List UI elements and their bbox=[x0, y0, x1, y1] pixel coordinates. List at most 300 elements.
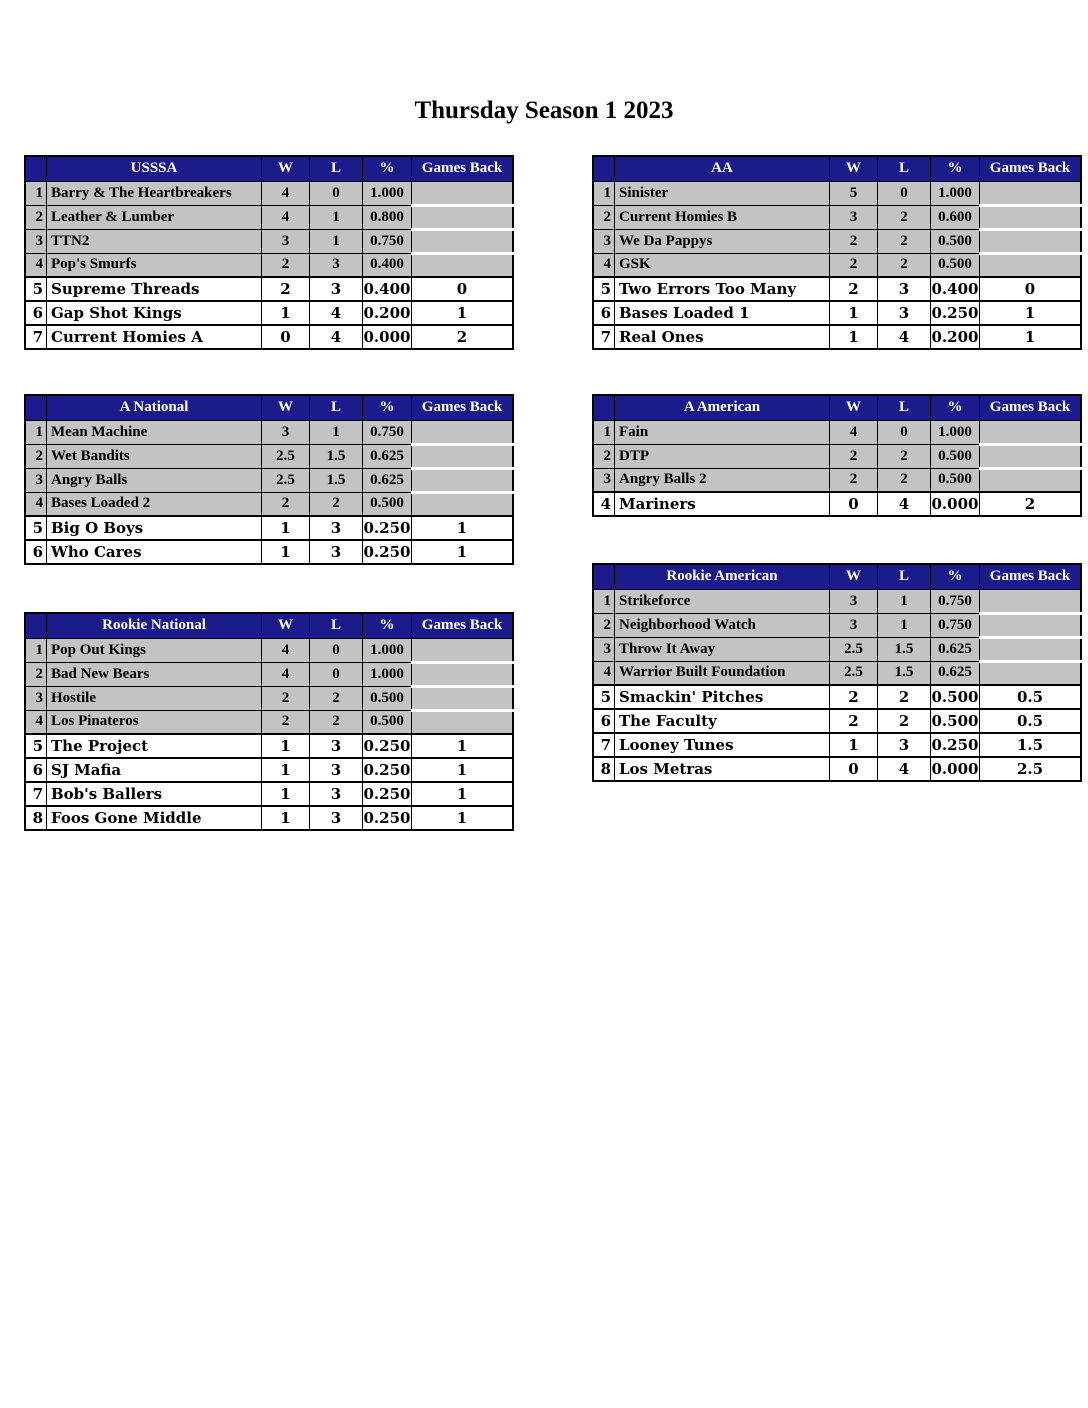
wins-cell: 2.5 bbox=[262, 468, 310, 492]
games-back-cell bbox=[980, 444, 1082, 468]
games-back-cell: 0 bbox=[412, 277, 514, 301]
wins-cell: 3 bbox=[262, 420, 310, 444]
table-row bbox=[593, 637, 1081, 661]
pct-cell: 0.750 bbox=[931, 613, 980, 637]
games-back-cell: 1 bbox=[412, 540, 514, 564]
table-row bbox=[25, 444, 513, 468]
standings-table-rookie-national bbox=[24, 612, 514, 831]
pct-cell: 0.750 bbox=[363, 420, 412, 444]
wins-cell: 1 bbox=[262, 301, 310, 325]
losses-cell: 3 bbox=[878, 301, 931, 325]
corner-header-cell bbox=[25, 395, 47, 420]
team-name-cell: Leather & Lumber bbox=[47, 205, 262, 229]
pct-cell: 0.600 bbox=[931, 205, 980, 229]
wins-cell: 1 bbox=[830, 301, 878, 325]
team-name-cell: Bob's Ballers bbox=[47, 782, 262, 806]
losses-cell: 2 bbox=[878, 253, 931, 277]
losses-cell: 1 bbox=[878, 613, 931, 637]
games-back-cell bbox=[980, 205, 1082, 229]
pct-cell: 0.625 bbox=[363, 468, 412, 492]
team-name-cell: Gap Shot Kings bbox=[47, 301, 262, 325]
team-name-cell: SJ Mafia bbox=[47, 758, 262, 782]
table-row bbox=[593, 685, 1081, 709]
wins-cell: 3 bbox=[262, 229, 310, 253]
rank-cell: 4 bbox=[25, 492, 47, 516]
corner-header-cell bbox=[25, 156, 47, 181]
pct-cell: 0.250 bbox=[931, 733, 980, 757]
rank-cell: 5 bbox=[25, 516, 47, 540]
table-row bbox=[593, 325, 1081, 349]
pct-cell: 1.000 bbox=[931, 181, 980, 205]
team-name-cell: Bad New Bears bbox=[47, 662, 262, 686]
rank-cell: 2 bbox=[25, 205, 47, 229]
team-name-cell: Warrior Built Foundation bbox=[615, 661, 830, 685]
table-row bbox=[25, 253, 513, 277]
pct-cell: 0.500 bbox=[363, 686, 412, 710]
pct-cell: 0.000 bbox=[363, 325, 412, 349]
losses-cell: 2 bbox=[878, 709, 931, 733]
team-name-cell: Strikeforce bbox=[615, 589, 830, 613]
team-name-cell: Foos Gone Middle bbox=[47, 806, 262, 830]
pct-cell: 0.250 bbox=[931, 301, 980, 325]
wins-cell: 2 bbox=[262, 710, 310, 734]
table-row bbox=[25, 540, 513, 564]
team-name-cell: Pop's Smurfs bbox=[47, 253, 262, 277]
losses-cell: 2 bbox=[310, 686, 363, 710]
pct-cell: 1.000 bbox=[363, 638, 412, 662]
rank-cell: 7 bbox=[593, 733, 615, 757]
wins-cell: 5 bbox=[830, 181, 878, 205]
corner-header-cell bbox=[25, 613, 47, 638]
games-back-cell bbox=[412, 638, 514, 662]
games-back-cell: 2 bbox=[980, 492, 1082, 516]
losses-cell: 2 bbox=[878, 229, 931, 253]
table-row bbox=[593, 709, 1081, 733]
games-back-cell bbox=[412, 229, 514, 253]
table-row bbox=[25, 492, 513, 516]
losses-cell: 0 bbox=[310, 662, 363, 686]
losses-cell: 0 bbox=[310, 638, 363, 662]
games-back-cell: 0.5 bbox=[980, 685, 1082, 709]
team-name-cell: Wet Bandits bbox=[47, 444, 262, 468]
rank-cell: 2 bbox=[25, 662, 47, 686]
wins-column-header: W bbox=[262, 613, 310, 638]
team-name-cell: Bases Loaded 2 bbox=[47, 492, 262, 516]
corner-header-cell bbox=[593, 564, 615, 589]
table-row bbox=[593, 420, 1081, 444]
league-name-header: AA bbox=[615, 156, 830, 181]
pct-cell: 0.250 bbox=[363, 782, 412, 806]
games-back-column-header: Games Back bbox=[412, 395, 514, 420]
pct-cell: 0.500 bbox=[931, 444, 980, 468]
games-back-cell bbox=[412, 181, 514, 205]
rank-cell: 4 bbox=[25, 710, 47, 734]
pct-cell: 0.500 bbox=[931, 709, 980, 733]
table-row bbox=[593, 277, 1081, 301]
pct-column-header: % bbox=[363, 156, 412, 181]
games-back-cell: 2.5 bbox=[980, 757, 1082, 781]
games-back-cell bbox=[412, 710, 514, 734]
team-name-cell: Real Ones bbox=[615, 325, 830, 349]
rank-cell: 1 bbox=[593, 181, 615, 205]
team-name-cell: Big O Boys bbox=[47, 516, 262, 540]
losses-cell: 3 bbox=[310, 806, 363, 830]
rank-cell: 6 bbox=[25, 758, 47, 782]
team-name-cell: Current Homies B bbox=[615, 205, 830, 229]
wins-cell: 2.5 bbox=[830, 637, 878, 661]
page-title: Thursday Season 1 2023 bbox=[414, 97, 674, 124]
table-row bbox=[25, 420, 513, 444]
table-row bbox=[593, 613, 1081, 637]
table-row bbox=[25, 229, 513, 253]
games-back-cell bbox=[980, 181, 1082, 205]
losses-cell: 2 bbox=[878, 468, 931, 492]
rank-cell: 3 bbox=[25, 468, 47, 492]
team-name-cell: Barry & The Heartbreakers bbox=[47, 181, 262, 205]
games-back-cell: 1 bbox=[412, 806, 514, 830]
wins-column-header: W bbox=[262, 395, 310, 420]
losses-cell: 3 bbox=[310, 277, 363, 301]
wins-cell: 1 bbox=[262, 806, 310, 830]
games-back-cell: 2 bbox=[412, 325, 514, 349]
league-name-header: Rookie National bbox=[47, 613, 262, 638]
games-back-cell bbox=[412, 420, 514, 444]
losses-column-header: L bbox=[878, 564, 931, 589]
table-row bbox=[25, 325, 513, 349]
wins-cell: 1 bbox=[262, 540, 310, 564]
losses-column-header: L bbox=[310, 156, 363, 181]
games-back-cell bbox=[980, 468, 1082, 492]
wins-column-header: W bbox=[262, 156, 310, 181]
wins-cell: 3 bbox=[830, 613, 878, 637]
wins-cell: 2.5 bbox=[262, 444, 310, 468]
losses-cell: 1.5 bbox=[310, 468, 363, 492]
team-name-cell: Looney Tunes bbox=[615, 733, 830, 757]
table-row bbox=[593, 301, 1081, 325]
games-back-cell: 0.5 bbox=[980, 709, 1082, 733]
table-row bbox=[593, 444, 1081, 468]
rank-cell: 5 bbox=[25, 734, 47, 758]
table-row bbox=[593, 757, 1081, 781]
team-name-cell: GSK bbox=[615, 253, 830, 277]
pct-cell: 0.800 bbox=[363, 205, 412, 229]
rank-cell: 1 bbox=[25, 638, 47, 662]
rank-cell: 3 bbox=[593, 229, 615, 253]
games-back-cell: 1 bbox=[412, 782, 514, 806]
standings-table-a-national bbox=[24, 394, 514, 565]
losses-cell: 4 bbox=[310, 325, 363, 349]
games-back-column-header: Games Back bbox=[412, 613, 514, 638]
wins-cell: 2 bbox=[830, 685, 878, 709]
wins-cell: 2 bbox=[830, 468, 878, 492]
table-row bbox=[25, 468, 513, 492]
header-row bbox=[25, 395, 513, 420]
losses-cell: 1 bbox=[878, 589, 931, 613]
losses-cell: 1.5 bbox=[878, 637, 931, 661]
games-back-cell: 1.5 bbox=[980, 733, 1082, 757]
pct-cell: 0.250 bbox=[363, 540, 412, 564]
header-row bbox=[593, 564, 1081, 589]
pct-column-header: % bbox=[363, 613, 412, 638]
wins-cell: 1 bbox=[830, 325, 878, 349]
wins-cell: 2 bbox=[830, 253, 878, 277]
games-back-cell: 1 bbox=[980, 325, 1082, 349]
rank-cell: 1 bbox=[593, 589, 615, 613]
pct-column-header: % bbox=[363, 395, 412, 420]
games-back-cell bbox=[412, 253, 514, 277]
header-row bbox=[25, 613, 513, 638]
pct-cell: 0.500 bbox=[931, 229, 980, 253]
games-back-cell: 1 bbox=[412, 301, 514, 325]
losses-column-header: L bbox=[878, 156, 931, 181]
table-row bbox=[25, 662, 513, 686]
pct-cell: 0.400 bbox=[363, 277, 412, 301]
league-name-header: USSSA bbox=[47, 156, 262, 181]
losses-cell: 3 bbox=[310, 253, 363, 277]
pct-cell: 0.750 bbox=[931, 589, 980, 613]
wins-cell: 3 bbox=[830, 205, 878, 229]
games-back-cell bbox=[412, 492, 514, 516]
rank-cell: 7 bbox=[593, 325, 615, 349]
team-name-cell: Supreme Threads bbox=[47, 277, 262, 301]
wins-cell: 4 bbox=[830, 420, 878, 444]
table-row bbox=[593, 229, 1081, 253]
table-row bbox=[25, 806, 513, 830]
team-name-cell: Angry Balls bbox=[47, 468, 262, 492]
wins-cell: 1 bbox=[262, 734, 310, 758]
wins-column-header: W bbox=[830, 564, 878, 589]
rank-cell: 4 bbox=[593, 253, 615, 277]
table-row bbox=[593, 661, 1081, 685]
wins-cell: 1 bbox=[262, 758, 310, 782]
pct-cell: 0.750 bbox=[363, 229, 412, 253]
corner-header-cell bbox=[593, 156, 615, 181]
games-back-cell bbox=[412, 205, 514, 229]
rank-cell: 5 bbox=[593, 277, 615, 301]
losses-cell: 1 bbox=[310, 420, 363, 444]
losses-cell: 3 bbox=[310, 758, 363, 782]
pct-cell: 0.400 bbox=[363, 253, 412, 277]
pct-cell: 0.400 bbox=[931, 277, 980, 301]
team-name-cell: Angry Balls 2 bbox=[615, 468, 830, 492]
games-back-cell bbox=[980, 637, 1082, 661]
wins-cell: 2 bbox=[262, 686, 310, 710]
games-back-cell bbox=[980, 420, 1082, 444]
games-back-column-header: Games Back bbox=[980, 395, 1082, 420]
games-back-cell bbox=[980, 661, 1082, 685]
rank-cell: 6 bbox=[25, 540, 47, 564]
standings-table-usssa bbox=[24, 155, 514, 350]
pct-cell: 1.000 bbox=[363, 181, 412, 205]
wins-cell: 0 bbox=[262, 325, 310, 349]
team-name-cell: Throw It Away bbox=[615, 637, 830, 661]
wins-column-header: W bbox=[830, 156, 878, 181]
team-name-cell: Mean Machine bbox=[47, 420, 262, 444]
pct-cell: 0.250 bbox=[363, 516, 412, 540]
games-back-column-header: Games Back bbox=[980, 156, 1082, 181]
pct-column-header: % bbox=[931, 395, 980, 420]
pct-column-header: % bbox=[931, 564, 980, 589]
wins-cell: 1 bbox=[262, 782, 310, 806]
wins-cell: 2 bbox=[262, 277, 310, 301]
losses-column-header: L bbox=[310, 395, 363, 420]
pct-cell: 1.000 bbox=[931, 420, 980, 444]
standings-table-rookie-american bbox=[592, 563, 1082, 782]
table-row bbox=[25, 516, 513, 540]
games-back-column-header: Games Back bbox=[412, 156, 514, 181]
pct-cell: 0.500 bbox=[931, 685, 980, 709]
wins-cell: 2 bbox=[262, 253, 310, 277]
team-name-cell: Los Metras bbox=[615, 757, 830, 781]
wins-cell: 2 bbox=[830, 277, 878, 301]
header-row bbox=[25, 156, 513, 181]
rank-cell: 2 bbox=[593, 444, 615, 468]
games-back-cell bbox=[980, 589, 1082, 613]
table-row bbox=[593, 205, 1081, 229]
rank-cell: 8 bbox=[593, 757, 615, 781]
header-row bbox=[593, 395, 1081, 420]
rank-cell: 4 bbox=[593, 492, 615, 516]
losses-cell: 1.5 bbox=[878, 661, 931, 685]
losses-cell: 4 bbox=[878, 325, 931, 349]
pct-cell: 1.000 bbox=[363, 662, 412, 686]
losses-cell: 0 bbox=[878, 181, 931, 205]
team-name-cell: We Da Pappys bbox=[615, 229, 830, 253]
league-name-header: A American bbox=[615, 395, 830, 420]
table-row bbox=[593, 181, 1081, 205]
table-row bbox=[593, 253, 1081, 277]
team-name-cell: Neighborhood Watch bbox=[615, 613, 830, 637]
wins-cell: 4 bbox=[262, 181, 310, 205]
table-row bbox=[25, 181, 513, 205]
rank-cell: 6 bbox=[593, 301, 615, 325]
wins-cell: 2.5 bbox=[830, 661, 878, 685]
rank-cell: 4 bbox=[25, 253, 47, 277]
wins-column-header: W bbox=[830, 395, 878, 420]
table-row bbox=[25, 782, 513, 806]
losses-cell: 2 bbox=[310, 710, 363, 734]
wins-cell: 2 bbox=[830, 229, 878, 253]
games-back-cell bbox=[980, 253, 1082, 277]
team-name-cell: Sinister bbox=[615, 181, 830, 205]
pct-cell: 0.500 bbox=[931, 253, 980, 277]
losses-cell: 4 bbox=[310, 301, 363, 325]
losses-cell: 3 bbox=[878, 733, 931, 757]
standings-table-aa bbox=[592, 155, 1082, 350]
losses-column-header: L bbox=[878, 395, 931, 420]
losses-cell: 4 bbox=[878, 757, 931, 781]
pct-cell: 0.000 bbox=[931, 757, 980, 781]
rank-cell: 8 bbox=[25, 806, 47, 830]
rank-cell: 3 bbox=[25, 686, 47, 710]
table-row bbox=[593, 733, 1081, 757]
table-row bbox=[25, 301, 513, 325]
table-row bbox=[25, 686, 513, 710]
team-name-cell: TTN2 bbox=[47, 229, 262, 253]
team-name-cell: Bases Loaded 1 bbox=[615, 301, 830, 325]
wins-cell: 0 bbox=[830, 757, 878, 781]
rank-cell: 3 bbox=[25, 229, 47, 253]
pct-cell: 0.625 bbox=[931, 637, 980, 661]
rank-cell: 2 bbox=[25, 444, 47, 468]
table-row bbox=[25, 277, 513, 301]
games-back-cell bbox=[412, 444, 514, 468]
games-back-column-header: Games Back bbox=[980, 564, 1082, 589]
team-name-cell: Hostile bbox=[47, 686, 262, 710]
rank-cell: 6 bbox=[593, 709, 615, 733]
team-name-cell: The Faculty bbox=[615, 709, 830, 733]
team-name-cell: Two Errors Too Many bbox=[615, 277, 830, 301]
losses-cell: 3 bbox=[878, 277, 931, 301]
losses-cell: 1 bbox=[310, 205, 363, 229]
pct-column-header: % bbox=[931, 156, 980, 181]
rank-cell: 3 bbox=[593, 468, 615, 492]
losses-cell: 3 bbox=[310, 782, 363, 806]
corner-header-cell bbox=[593, 395, 615, 420]
team-name-cell: Pop Out Kings bbox=[47, 638, 262, 662]
rank-cell: 5 bbox=[25, 277, 47, 301]
league-name-header: Rookie American bbox=[615, 564, 830, 589]
games-back-cell: 0 bbox=[980, 277, 1082, 301]
pct-cell: 0.500 bbox=[363, 710, 412, 734]
games-back-cell bbox=[412, 662, 514, 686]
wins-cell: 2 bbox=[830, 709, 878, 733]
rank-cell: 7 bbox=[25, 325, 47, 349]
losses-cell: 2 bbox=[310, 492, 363, 516]
pct-cell: 0.625 bbox=[931, 661, 980, 685]
table-row bbox=[593, 492, 1081, 516]
team-name-cell: Los Pinateros bbox=[47, 710, 262, 734]
games-back-cell bbox=[412, 468, 514, 492]
table-row bbox=[593, 589, 1081, 613]
table-row bbox=[25, 638, 513, 662]
rank-cell: 5 bbox=[593, 685, 615, 709]
team-name-cell: The Project bbox=[47, 734, 262, 758]
losses-cell: 0 bbox=[310, 181, 363, 205]
pct-cell: 0.500 bbox=[931, 468, 980, 492]
pct-cell: 0.250 bbox=[363, 758, 412, 782]
games-back-cell: 1 bbox=[412, 758, 514, 782]
pct-cell: 0.250 bbox=[363, 806, 412, 830]
rank-cell: 2 bbox=[593, 205, 615, 229]
losses-cell: 1 bbox=[310, 229, 363, 253]
wins-cell: 3 bbox=[830, 589, 878, 613]
rank-cell: 3 bbox=[593, 637, 615, 661]
table-row bbox=[25, 710, 513, 734]
team-name-cell: Who Cares bbox=[47, 540, 262, 564]
wins-cell: 4 bbox=[262, 662, 310, 686]
losses-cell: 2 bbox=[878, 444, 931, 468]
losses-column-header: L bbox=[310, 613, 363, 638]
rank-cell: 2 bbox=[593, 613, 615, 637]
wins-cell: 4 bbox=[262, 205, 310, 229]
games-back-cell: 1 bbox=[412, 516, 514, 540]
losses-cell: 3 bbox=[310, 540, 363, 564]
losses-cell: 2 bbox=[878, 205, 931, 229]
losses-cell: 3 bbox=[310, 516, 363, 540]
header-row bbox=[593, 156, 1081, 181]
wins-cell: 4 bbox=[262, 638, 310, 662]
wins-cell: 0 bbox=[830, 492, 878, 516]
pct-cell: 0.625 bbox=[363, 444, 412, 468]
league-name-header: A National bbox=[47, 395, 262, 420]
pct-cell: 0.500 bbox=[363, 492, 412, 516]
games-back-cell: 1 bbox=[980, 301, 1082, 325]
wins-cell: 2 bbox=[262, 492, 310, 516]
wins-cell: 2 bbox=[830, 444, 878, 468]
wins-cell: 1 bbox=[830, 733, 878, 757]
pct-cell: 0.200 bbox=[363, 301, 412, 325]
